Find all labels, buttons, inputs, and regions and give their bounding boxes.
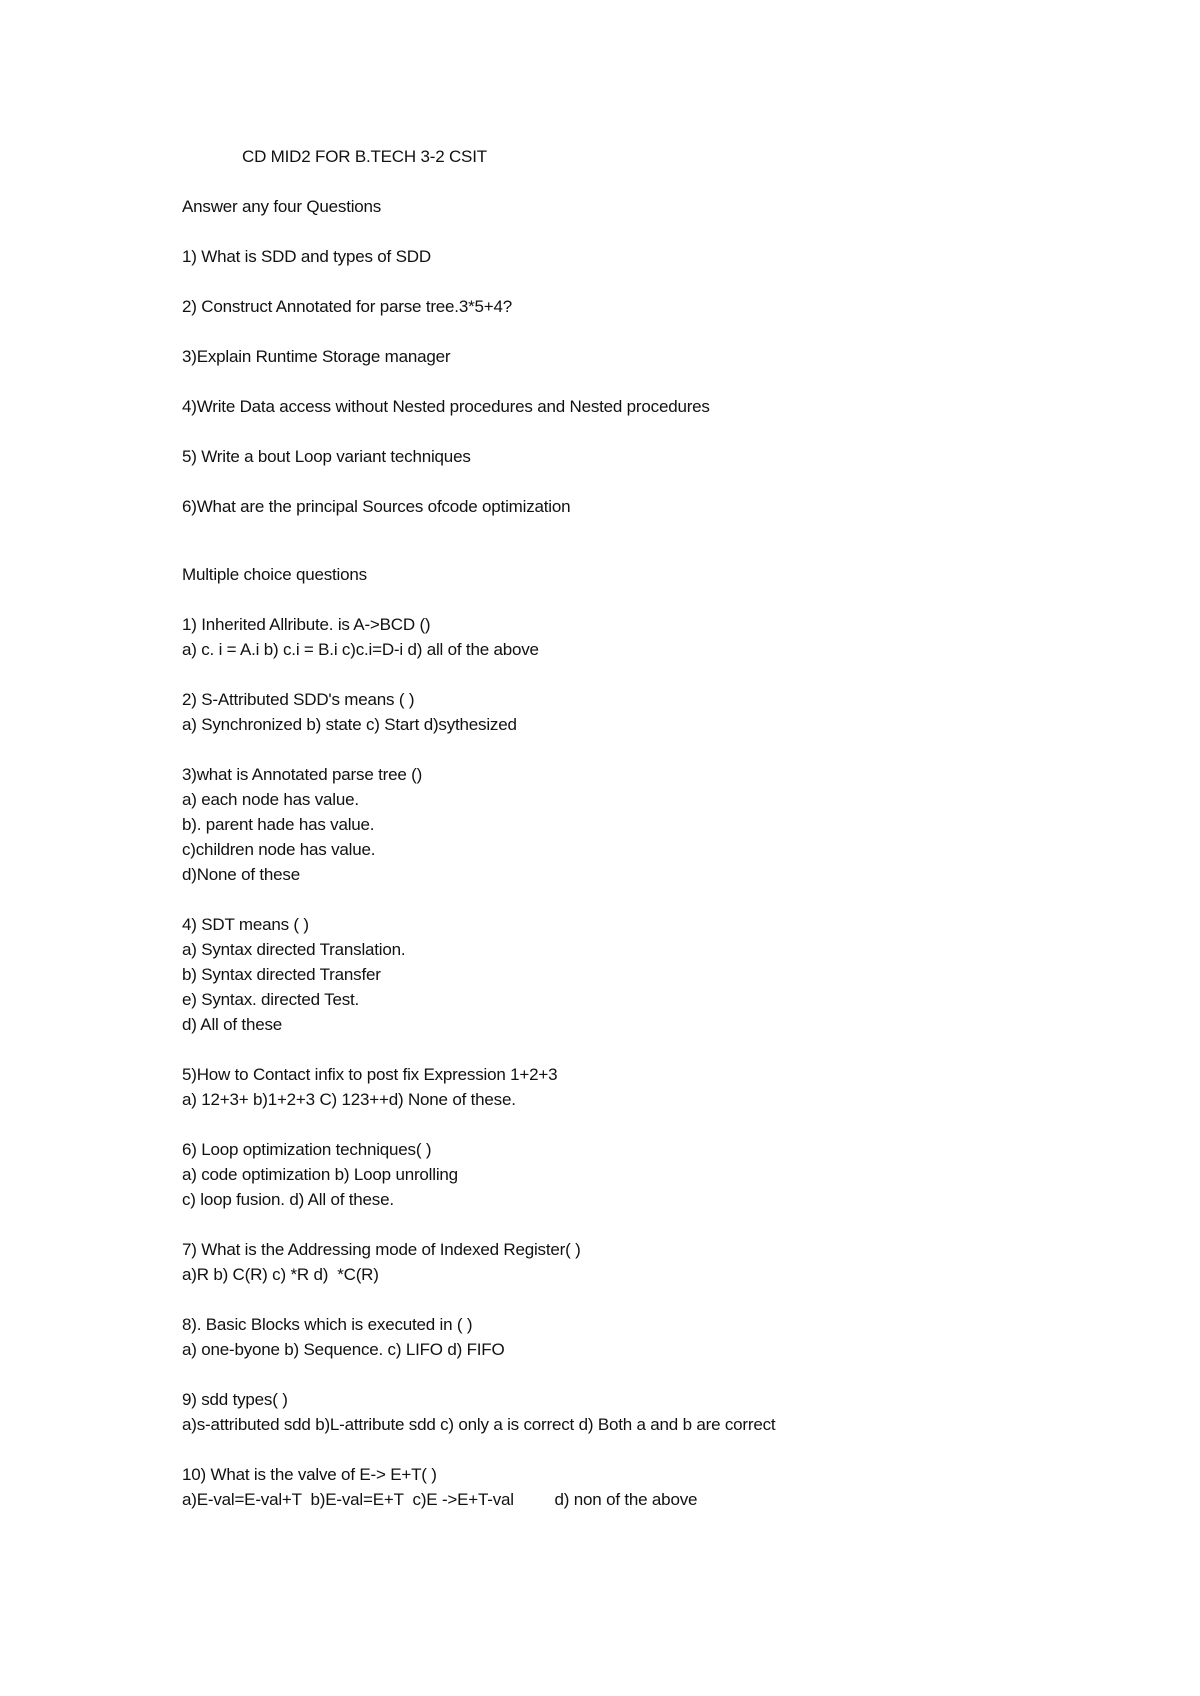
descriptive-questions [182, 244, 1142, 519]
mcq-options: a) c. i = A.i b) c.i = B.i c)c.i=D-i d) all of the above [182, 640, 539, 659]
mcq-item [182, 1237, 1142, 1287]
mcq-option: d)None of these [182, 865, 300, 884]
mcq-option: b) Syntax directed Transfer [182, 965, 381, 984]
question-item: 1) What is SDD and types of SDD [182, 247, 431, 266]
mcq-item [182, 1137, 1142, 1212]
mcq-option: d) All of these [182, 1015, 283, 1034]
mcq-question: 2) S-Attributed SDD's means ( ) [182, 690, 415, 709]
mcq-item [182, 687, 1142, 737]
mcq-options: a)s-attributed sdd b)L-attribute sdd c) only a is correct d) Both a and b are correct [182, 1415, 776, 1434]
mcq-option: b). parent hade has value. [182, 815, 375, 834]
mcq-item [182, 1062, 1142, 1112]
mcq-options: a)E-val=E-val+T b)E-val=E+T c)E ->E+T-val d) non of the above [182, 1490, 698, 1509]
mcq-item [182, 1387, 1142, 1437]
mcq-question: 8). Basic Blocks which is executed in ( ) [182, 1315, 473, 1334]
question-item: 6)What are the principal Sources ofcode optimization [182, 497, 571, 516]
document-title: CD MID2 FOR B.TECH 3-2 CSIT [242, 147, 487, 166]
mcq-option: a) code optimization b) Loop unrolling [182, 1165, 458, 1184]
mcq-item [182, 1312, 1142, 1362]
mcq-question: 10) What is the valve of E-> E+T( ) [182, 1465, 437, 1484]
mcq-option: c)children node has value. [182, 840, 376, 859]
mcq-question: 7) What is the Addressing mode of Indexed Register( ) [182, 1240, 581, 1259]
mcq-list [182, 612, 1142, 1512]
mcq-question: 3)what is Annotated parse tree () [182, 765, 423, 784]
document-content [182, 144, 1142, 1537]
mcq-question: 1) Inherited Allribute. is A->BCD () [182, 615, 431, 634]
question-item: 5) Write a bout Loop variant techniques [182, 447, 471, 466]
mcq-options: a) one-byone b) Sequence. c) LIFO d) FIFO [182, 1340, 505, 1359]
mcq-option: a) each node has value. [182, 790, 359, 809]
mcq-item [182, 1462, 1142, 1512]
mcq-question: 4) SDT means ( ) [182, 915, 309, 934]
question-item: 2) Construct Annotated for parse tree.3*5+4? [182, 297, 512, 316]
mcq-item [182, 912, 1142, 1037]
mcq-option: c) loop fusion. d) All of these. [182, 1190, 394, 1209]
mcq-option: a) Syntax directed Translation. [182, 940, 406, 959]
question-item: 4)Write Data access without Nested procedures and Nested procedures [182, 397, 710, 416]
mcq-heading: Multiple choice questions [182, 565, 367, 584]
mcq-item [182, 612, 1142, 662]
mcq-option: e) Syntax. directed Test. [182, 990, 360, 1009]
mcq-item [182, 762, 1142, 887]
mcq-options: a) Synchronized b) state c) Start d)sythesized [182, 715, 517, 734]
mcq-options: a) 12+3+ b)1+2+3 C) 123++d) None of these. [182, 1090, 516, 1109]
instruction-text: Answer any four Questions [182, 197, 382, 216]
mcq-question: 9) sdd types( ) [182, 1390, 288, 1409]
mcq-options: a)R b) C(R) c) *R d) *C(R) [182, 1265, 379, 1284]
mcq-question: 6) Loop optimization techniques( ) [182, 1140, 432, 1159]
question-item: 3)Explain Runtime Storage manager [182, 347, 451, 366]
mcq-question: 5)How to Contact infix to post fix Expression 1+2+3 [182, 1065, 558, 1084]
